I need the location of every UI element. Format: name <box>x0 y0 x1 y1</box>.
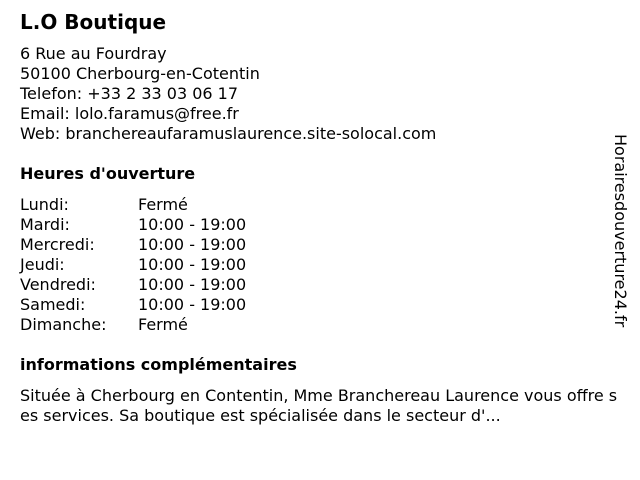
website-line[interactable]: Web: branchereaufaramuslaurence.site-solocal.com <box>20 124 437 143</box>
day-label: Dimanche: <box>20 315 107 334</box>
hours-row-monday <box>20 195 620 215</box>
day-label: Jeudi: <box>20 255 65 274</box>
day-label: Lundi: <box>20 195 69 214</box>
hours-row-sunday <box>20 315 620 335</box>
hours-value: 10:00 - 19:00 <box>138 235 247 254</box>
site-watermark: Horairesdouverture24.fr <box>611 134 630 328</box>
additional-info-text: Située à Cherbourg en Contentin, Mme Branchereau Laurence vous offre ses services. Sa boutique est spécialisée dans le secteur d'... <box>20 386 618 425</box>
hours-row-saturday <box>20 295 620 315</box>
email-line[interactable]: Email: lolo.faramus@free.fr <box>20 104 239 123</box>
address-street: 6 Rue au Fourdray <box>20 44 167 63</box>
opening-hours-table <box>20 195 620 335</box>
business-name: L.O Boutique <box>20 10 167 34</box>
hours-row-tuesday <box>20 215 620 235</box>
hours-value: Fermé <box>138 315 188 334</box>
additional-info-heading: informations complémentaires <box>20 355 297 374</box>
phone-line[interactable]: Telefon: +33 2 33 03 06 17 <box>20 84 239 103</box>
hours-row-wednesday <box>20 235 620 255</box>
hours-row-friday <box>20 275 620 295</box>
business-card <box>20 8 620 426</box>
opening-hours-heading: Heures d'ouverture <box>20 164 196 183</box>
day-label: Mardi: <box>20 215 70 234</box>
hours-value: 10:00 - 19:00 <box>138 295 247 314</box>
address-city: 50100 Cherbourg-en-Cotentin <box>20 64 260 83</box>
day-label: Samedi: <box>20 295 86 314</box>
day-label: Mercredi: <box>20 235 95 254</box>
hours-value: 10:00 - 19:00 <box>138 215 247 234</box>
hours-value: 10:00 - 19:00 <box>138 255 247 274</box>
hours-row-thursday <box>20 255 620 275</box>
day-label: Vendredi: <box>20 275 96 294</box>
hours-value: Fermé <box>138 195 188 214</box>
hours-value: 10:00 - 19:00 <box>138 275 247 294</box>
